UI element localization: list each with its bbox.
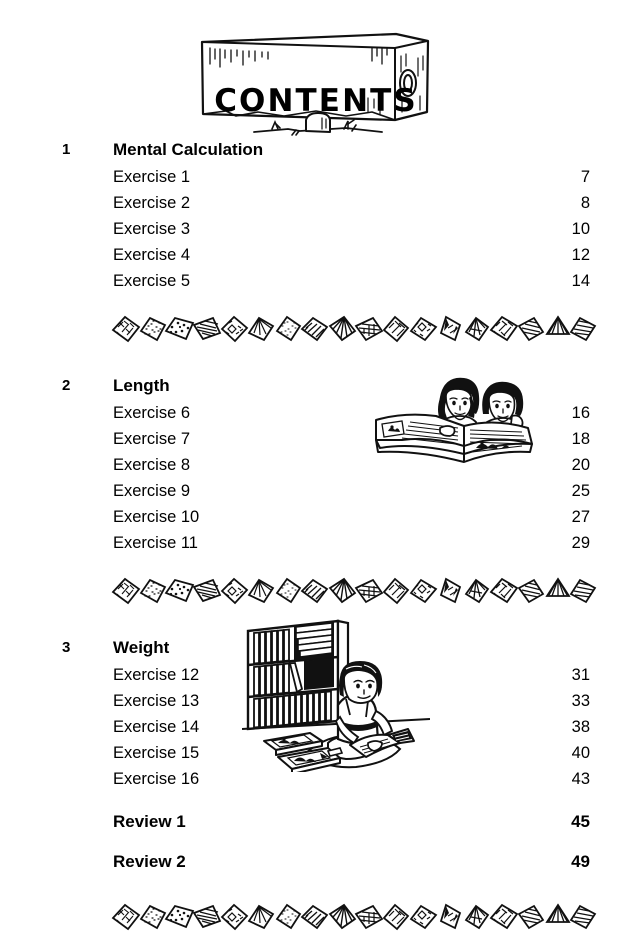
toc-entry[interactable] [0,242,632,268]
toc-entry[interactable] [0,426,632,452]
contents-banner [0,28,632,144]
toc-entry[interactable] [0,504,632,530]
spacer [0,346,632,372]
entry-page-number: 16 [571,404,590,422]
entry-label: Exercise 4 [113,246,191,264]
page-title: CONTENTS [214,83,418,119]
chapter-number: 3 [62,639,71,656]
wooden-sign-icon [196,28,436,144]
toc-entry[interactable] [0,688,632,714]
toc-entry[interactable] [0,766,632,792]
toc-entry[interactable] [0,662,632,688]
entry-label: Exercise 9 [113,482,191,500]
chapter-title: Mental Calculation [113,140,264,159]
chapter-number: 2 [62,377,71,394]
entry-label: Exercise 14 [113,718,200,736]
toc-entry-review[interactable] [0,802,632,842]
ornament-divider [0,900,632,934]
toc-entry-review[interactable] [0,842,632,882]
spacer [0,556,632,574]
section-3 [0,634,632,792]
entry-page-number: 40 [571,744,590,762]
entry-label: Exercise 15 [113,744,200,762]
toc-entry[interactable] [0,400,632,426]
toc-entry[interactable] [0,478,632,504]
toc-entry[interactable] [0,530,632,556]
spacer [0,294,632,312]
entry-page-number: 31 [571,666,590,684]
entry-label: Exercise 11 [113,534,198,552]
entry-label: Exercise 1 [113,168,191,186]
chapter-title: Length [113,376,170,395]
diamond-ornament-divider-icon [0,312,632,346]
entry-label: Exercise 5 [113,272,191,290]
entry-page-number: 18 [571,430,590,448]
chapter-title: Weight [113,638,170,657]
entry-page-number: 27 [571,508,590,526]
chapter-heading[interactable] [0,136,632,164]
diamond-ornament-divider-icon [0,900,632,934]
chapter-heading[interactable] [0,372,632,400]
ornament-divider [0,312,632,346]
entry-label: Exercise 13 [113,692,200,710]
entry-page-number: 29 [571,534,590,552]
entry-label: Exercise 7 [113,430,191,448]
chapter-heading[interactable] [0,634,632,662]
toc-entry[interactable] [0,164,632,190]
chapter-number: 1 [62,141,71,158]
entry-page-number: 45 [571,812,590,831]
toc-entry[interactable] [0,190,632,216]
toc-entry[interactable] [0,714,632,740]
entry-page-number: 49 [571,852,590,871]
entry-label: Exercise 12 [113,666,200,684]
entry-page-number: 43 [571,770,590,788]
entry-page-number: 20 [571,456,590,474]
entry-page-number: 8 [580,194,590,212]
table-of-contents [0,136,632,934]
entry-label: Exercise 8 [113,456,191,474]
toc-entry[interactable] [0,452,632,478]
entry-page-number: 38 [571,718,590,736]
toc-entry[interactable] [0,740,632,766]
entry-page-number: 25 [571,482,590,500]
entry-label: Exercise 16 [113,770,200,788]
spacer [0,792,632,802]
spacer [0,608,632,634]
entry-label: Exercise 10 [113,508,200,526]
entry-label: Exercise 2 [113,194,191,212]
toc-entry[interactable] [0,268,632,294]
entry-label: Review 2 [113,852,186,871]
ornament-divider [0,574,632,608]
entry-label: Review 1 [113,812,186,831]
diamond-ornament-divider-icon [0,574,632,608]
toc-entry[interactable] [0,216,632,242]
entry-page-number: 7 [580,168,590,186]
entry-label: Exercise 3 [113,220,191,238]
entry-page-number: 33 [571,692,590,710]
spacer [0,882,632,900]
entry-label: Exercise 6 [113,404,191,422]
section-1 [0,136,632,294]
entry-page-number: 12 [571,246,590,264]
reviews-group [0,802,632,882]
entry-page-number: 14 [571,272,590,290]
entry-page-number: 10 [571,220,590,238]
section-2 [0,372,632,556]
